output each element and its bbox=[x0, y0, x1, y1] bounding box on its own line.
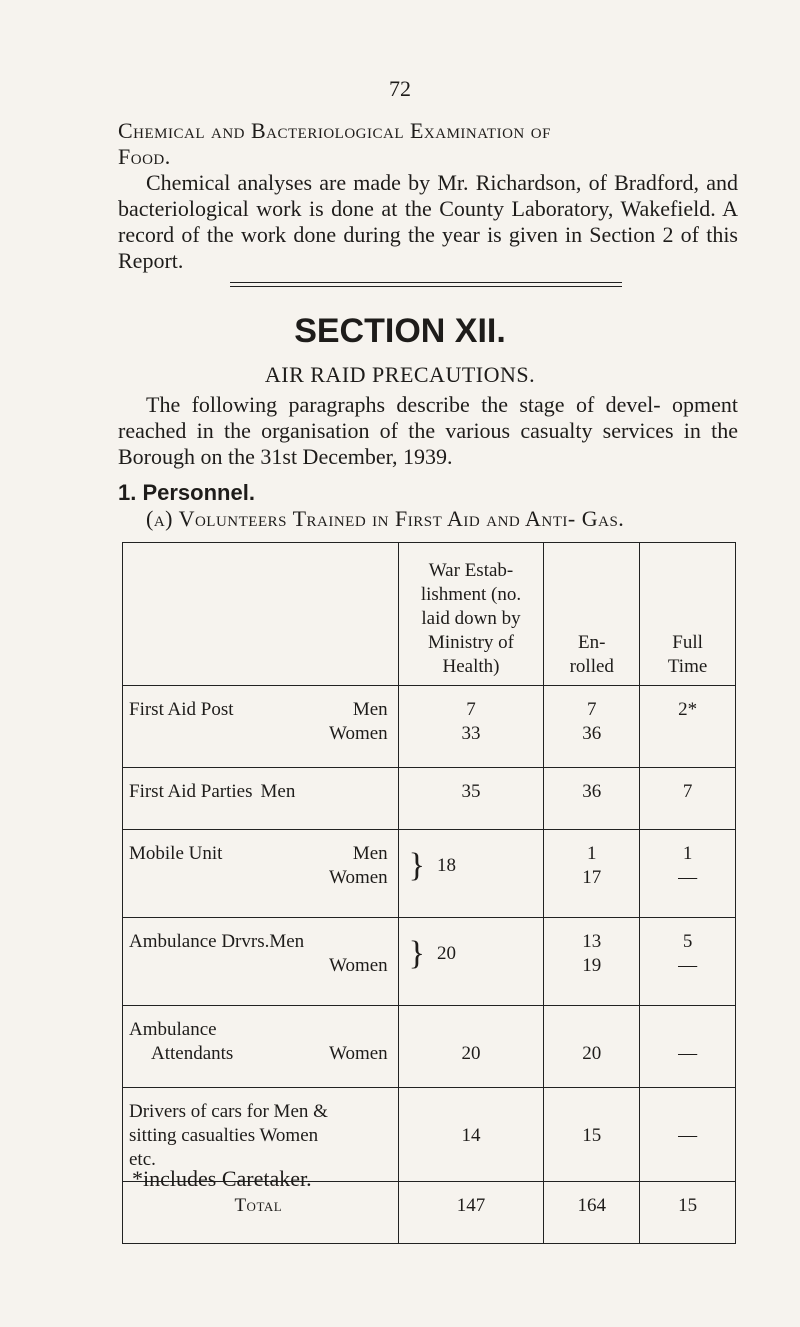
header-fulltime-l2: Time bbox=[667, 656, 708, 677]
war-establishment-cell bbox=[398, 686, 544, 768]
total-label: Total bbox=[123, 1182, 399, 1244]
header-war-l2: lishment (no. bbox=[420, 584, 522, 605]
enrolled-cell bbox=[544, 686, 640, 768]
full-time-total bbox=[640, 1182, 736, 1244]
full-time-cell bbox=[640, 918, 736, 1006]
header-enrolled bbox=[544, 543, 640, 686]
category-sub: Men bbox=[269, 931, 305, 952]
value: 1 bbox=[682, 843, 693, 864]
category-sub: Men bbox=[352, 699, 388, 720]
category-sub: Men bbox=[260, 781, 296, 802]
war-establishment-cell bbox=[398, 830, 544, 918]
value: 7 bbox=[466, 699, 476, 720]
category-label: First Aid Post bbox=[129, 699, 234, 720]
value: 20 bbox=[436, 943, 456, 964]
table-row bbox=[123, 686, 736, 768]
category-sub: Men bbox=[352, 843, 388, 864]
value: 33 bbox=[461, 723, 481, 744]
header-full-time bbox=[640, 543, 736, 686]
enrolled-total bbox=[544, 1182, 640, 1244]
section-intro: The following paragraphs describe the stage of devel- opment reached in the organisation of the various casualty services in the Borough on the 31st December, 1939. bbox=[118, 392, 738, 469]
category-label: Drivers of cars for Men & bbox=[129, 1101, 328, 1122]
header-enrolled-l1: En- bbox=[578, 632, 606, 653]
table-row bbox=[123, 918, 736, 1006]
value: 20 bbox=[582, 1043, 602, 1064]
war-establishment-cell bbox=[398, 918, 544, 1006]
full-time-cell bbox=[640, 686, 736, 768]
page-number: 72 bbox=[389, 76, 411, 101]
brace-icon: } bbox=[408, 935, 425, 972]
header-enrolled-l2: rolled bbox=[569, 656, 614, 677]
value: 19 bbox=[582, 955, 602, 976]
category-label: Ambulance Drvrs. bbox=[129, 931, 270, 952]
row-category bbox=[123, 768, 399, 830]
food-heading-line1: Chemical and Bacteriological Examination of bbox=[118, 118, 551, 143]
table-row bbox=[123, 1006, 736, 1088]
row-category bbox=[123, 1006, 399, 1088]
value: 36 bbox=[582, 781, 602, 802]
food-paragraph: Chemical analyses are made by Mr. Richardson, of Bradford, and bacteriological work is done at the County Laboratory, Wakefield. A record of the work done during the year is given in Section 2 of this Report. bbox=[118, 170, 738, 273]
header-blank bbox=[123, 543, 399, 686]
value: 1 bbox=[587, 843, 597, 864]
header-fulltime-l1: Full bbox=[672, 632, 703, 653]
category-label: sitting casualties Women bbox=[129, 1125, 319, 1146]
war-establishment-total bbox=[398, 1182, 544, 1244]
header-war-l1: War Estab- bbox=[428, 560, 514, 581]
header-war-l3: laid down by bbox=[421, 608, 521, 629]
header-war-establishment bbox=[398, 543, 544, 686]
value: 15 bbox=[678, 1195, 698, 1216]
category-label: Ambulance bbox=[129, 1019, 217, 1040]
category-label: Mobile Unit bbox=[129, 843, 223, 864]
footnote: *includes Caretaker. bbox=[132, 1166, 312, 1191]
category-sub: Women bbox=[329, 867, 388, 888]
food-heading-line2: Food. bbox=[118, 144, 171, 169]
value: 13 bbox=[582, 931, 602, 952]
value: 7 bbox=[587, 699, 597, 720]
enrolled-cell bbox=[544, 918, 640, 1006]
value: 20 bbox=[461, 1043, 481, 1064]
brace-icon: } bbox=[408, 847, 425, 884]
section-divider-bottom bbox=[230, 286, 622, 287]
value: 35 bbox=[461, 781, 481, 802]
table-row bbox=[123, 768, 736, 830]
full-time-cell bbox=[640, 830, 736, 918]
table-header-row bbox=[123, 543, 736, 686]
full-time-cell bbox=[640, 1006, 736, 1088]
enrolled-cell bbox=[544, 830, 640, 918]
value: 147 bbox=[456, 1195, 486, 1216]
war-establishment-cell bbox=[398, 768, 544, 830]
value: 15 bbox=[582, 1125, 602, 1146]
category-label: First Aid Parties bbox=[129, 781, 253, 802]
value: 5 bbox=[682, 931, 693, 952]
value: — bbox=[678, 867, 698, 888]
personnel-subheading: (a) Volunteers Trained in First Aid and Anti- Gas. bbox=[146, 506, 625, 531]
value: 17 bbox=[582, 867, 602, 888]
row-category bbox=[123, 918, 399, 1006]
table-row bbox=[123, 830, 736, 918]
category-label: Attendants bbox=[151, 1043, 234, 1064]
value: — bbox=[678, 1125, 698, 1146]
value: — bbox=[678, 955, 698, 976]
header-war-l5: Health) bbox=[442, 656, 500, 677]
enrolled-cell bbox=[544, 1006, 640, 1088]
value: 7 bbox=[682, 781, 693, 802]
row-category bbox=[123, 830, 399, 918]
volunteers-table bbox=[122, 542, 736, 1244]
value: 14 bbox=[461, 1125, 481, 1146]
war-establishment-cell bbox=[398, 1088, 544, 1182]
section-subtitle: AIR RAID PRECAUTIONS. bbox=[264, 362, 536, 387]
value: 164 bbox=[577, 1195, 607, 1216]
category-sub: Women bbox=[329, 1043, 388, 1064]
value: 36 bbox=[582, 723, 602, 744]
value: 2* bbox=[678, 699, 698, 720]
enrolled-cell bbox=[544, 1088, 640, 1182]
personnel-heading: 1. Personnel. bbox=[118, 480, 255, 505]
full-time-cell bbox=[640, 1088, 736, 1182]
full-time-cell bbox=[640, 768, 736, 830]
value: 18 bbox=[436, 855, 456, 876]
section-title: SECTION XII. bbox=[294, 312, 506, 350]
food-heading bbox=[118, 118, 738, 170]
enrolled-cell bbox=[544, 768, 640, 830]
row-category bbox=[123, 686, 399, 768]
value: — bbox=[678, 1043, 698, 1064]
category-sub: Women bbox=[329, 723, 388, 744]
category-sub: Women bbox=[329, 955, 388, 976]
category-label: etc. bbox=[129, 1149, 156, 1170]
section-divider-top bbox=[230, 282, 622, 283]
header-war-l4: Ministry of bbox=[427, 632, 515, 653]
war-establishment-cell bbox=[398, 1006, 544, 1088]
